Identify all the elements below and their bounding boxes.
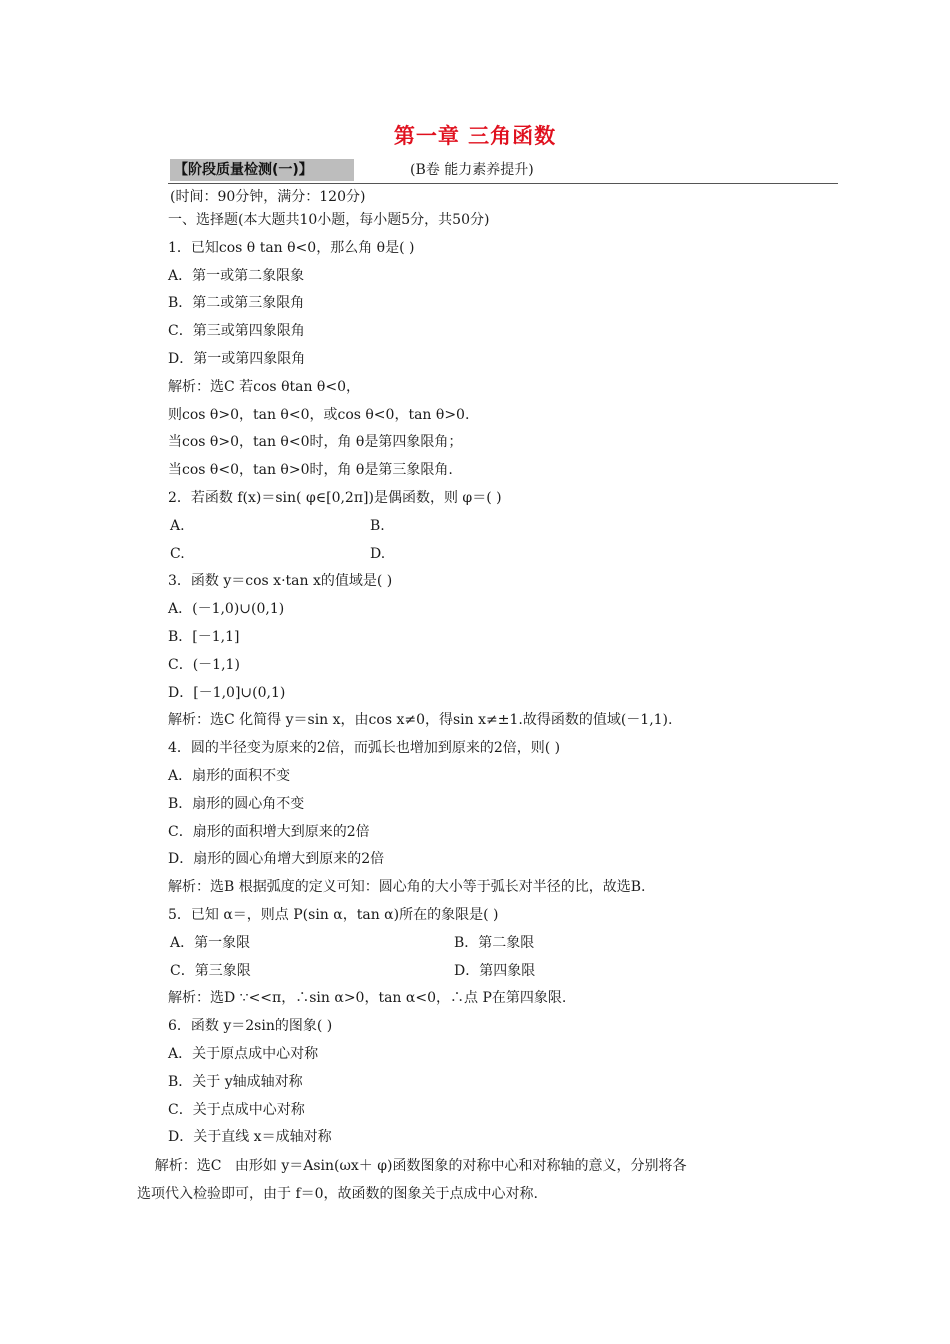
question-2: 2．若函数 f(x)＝sin( φ∈[0,2π])是偶函数，则 φ＝( ) bbox=[168, 489, 502, 506]
option-row bbox=[168, 541, 828, 569]
option: D．扇形的圆心角增大到原来的2倍 bbox=[168, 851, 385, 868]
section-heading: 一、选择题(本大题共10小题，每小题5分，共50分) bbox=[168, 212, 490, 228]
option-row bbox=[168, 930, 828, 958]
solution: 当cos θ<0，tan θ>0时，角 θ是第三象限角. bbox=[168, 462, 453, 479]
option: C．第三或第四象限角 bbox=[168, 323, 305, 340]
option: A．第一象限 bbox=[170, 934, 251, 951]
option: C．第三象限 bbox=[170, 962, 251, 979]
question-3: 3．函数 y＝cos x·tan x的值域是( ) bbox=[168, 573, 393, 590]
option: D．关于直线 x＝成轴对称 bbox=[168, 1129, 332, 1146]
section-badge: 【阶段质量检测(一)】 bbox=[170, 159, 354, 181]
solution: 则cos θ>0，tan θ<0，或cos θ<0，tan θ>0. bbox=[168, 406, 470, 423]
question-5: 5．已知 α＝，则点 P(sin α，tan α)所在的象限是( ) bbox=[168, 906, 499, 923]
option: A．关于原点成中心对称 bbox=[168, 1045, 319, 1062]
option: B．第二或第三象限角 bbox=[168, 295, 305, 312]
solution: 解析：选B 根据弧度的定义可知：圆心角的大小等于弧长对半径的比，故选B. bbox=[168, 879, 646, 896]
question-6: 6．函数 y＝2sin的图象( ) bbox=[168, 1018, 333, 1035]
option: B. bbox=[370, 517, 385, 534]
option: B．扇形的圆心角不变 bbox=[168, 795, 305, 812]
solution-line: 解析：选C 由形如 y＝Asin(ωx＋ φ)函数图象的对称中心和对称轴的意义，分别将各 bbox=[137, 1158, 687, 1174]
subtitle: (B卷 能力素养提升) bbox=[410, 162, 534, 178]
option: C．扇形的面积增大到原来的2倍 bbox=[168, 823, 370, 840]
option: B．关于 y轴成轴对称 bbox=[168, 1073, 303, 1090]
solution: 当cos θ>0，tan θ<0时，角 θ是第四象限角； bbox=[168, 434, 463, 451]
option-row bbox=[168, 958, 828, 986]
option: A．第一或第二象限象 bbox=[168, 267, 305, 284]
option-row bbox=[168, 513, 828, 541]
option: D．第四象限 bbox=[454, 962, 536, 979]
option: A. bbox=[170, 517, 185, 534]
option: D．第一或第四象限角 bbox=[168, 350, 306, 367]
option: C. bbox=[170, 545, 185, 562]
question-4: 4．圆的半径变为原来的2倍，而弧长也增加到原来的2倍，则( ) bbox=[168, 740, 561, 757]
option: A．(－1,0)∪(0,1) bbox=[168, 601, 285, 618]
option: B．第二象限 bbox=[454, 934, 535, 951]
solution-line: 选项代入检验即可，由于 f＝0，故函数的图象关于点成中心对称. bbox=[137, 1185, 538, 1202]
header-rule bbox=[168, 183, 838, 184]
question-1: 1．已知cos θ tan θ<0，那么角 θ是( ) bbox=[168, 239, 415, 256]
option: A．扇形的面积不变 bbox=[168, 767, 291, 784]
solution: 解析：选D ∵<<π，∴sin α>0，tan α<0，∴点 P在第四象限. bbox=[168, 990, 567, 1007]
document-body bbox=[168, 207, 828, 1152]
option: C．关于点成中心对称 bbox=[168, 1101, 305, 1118]
solution: 解析：选C 化简得 y＝sin x，由cos x≠0，得sin x≠±1.故得函数的值域(－1,1). bbox=[168, 712, 673, 729]
solution: 解析：选C 若cos θtan θ<0， bbox=[168, 378, 361, 395]
final-solution bbox=[137, 1153, 837, 1209]
option: D．[－1,0]∪(0,1) bbox=[168, 684, 286, 701]
chapter-title: 第一章 三角函数 bbox=[393, 124, 557, 148]
option: B．[－1,1] bbox=[168, 628, 240, 645]
exam-meta: (时间：90分钟，满分：120分) bbox=[170, 189, 366, 205]
option: C．(－1,1) bbox=[168, 656, 240, 673]
option: D. bbox=[370, 545, 386, 562]
